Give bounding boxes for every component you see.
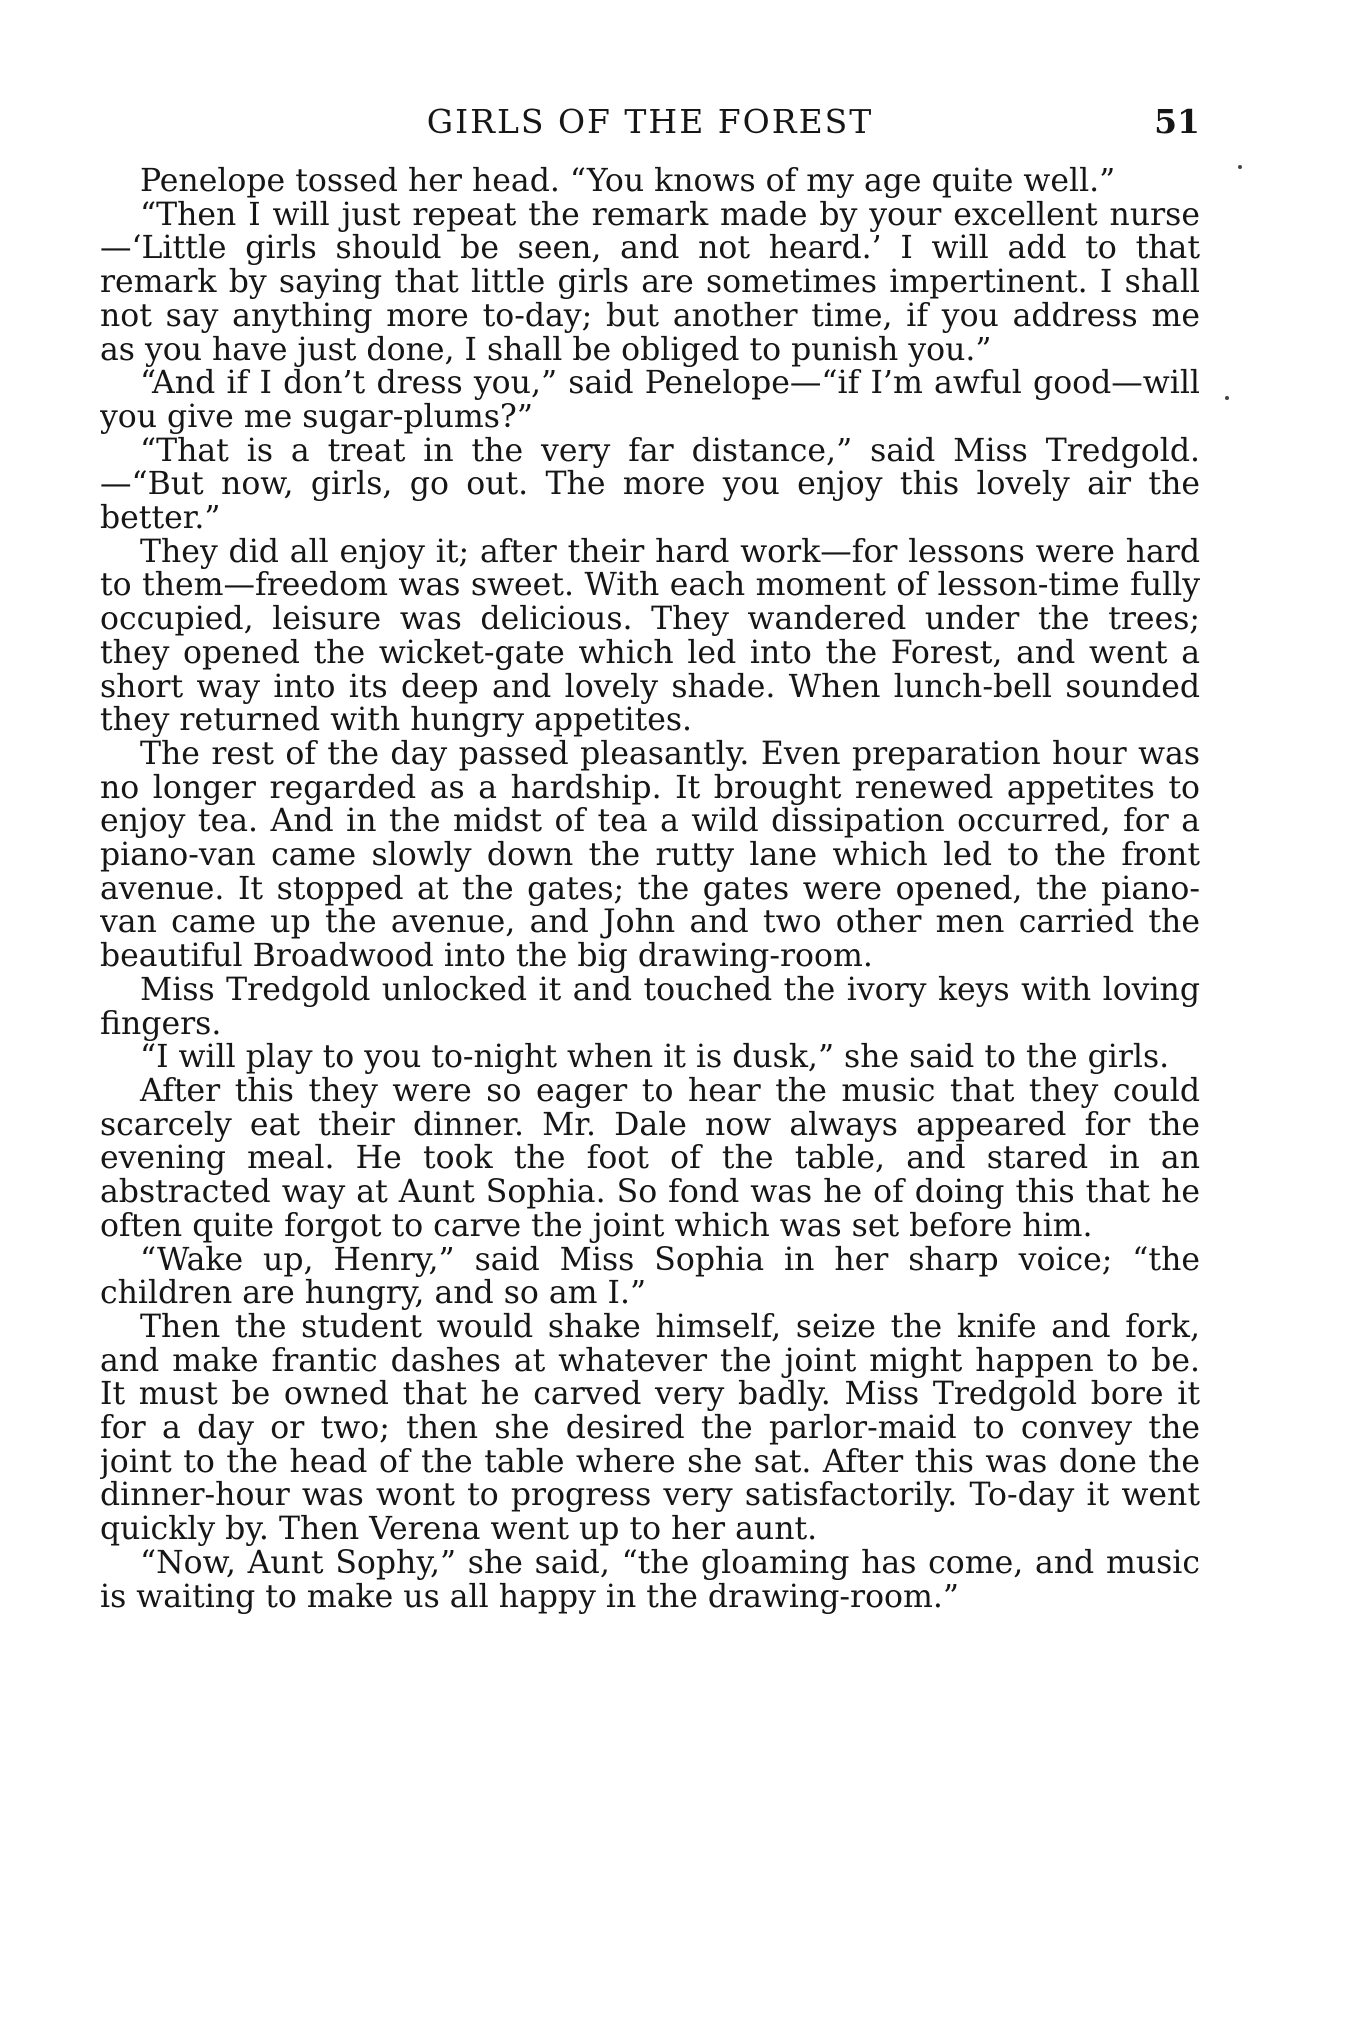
- page-number: 51: [1154, 102, 1200, 141]
- paragraph: Then the student would shake himself, seize the knife and fork, and make frantic dashes at whatever the joint might happen to be. It must be owned that he carved very badly. Miss Tredgold bore it for a day or two; then she desired the parlor-maid to convey the joint to the head of the table where she sat. After this was done the dinner-hour was wont to progress very satisfactorily. To-day it went quickly by. Then Verena went up to her aunt.: [100, 1308, 1200, 1548]
- running-title: GIRLS OF THE FOREST: [426, 102, 874, 141]
- paragraph: “Wake up, Henry,” said Miss Sophia in her sharp voice; “the children are hungry, and so am I.”: [100, 1241, 1200, 1312]
- body-text: [100, 165, 1200, 1985]
- paragraph: Penelope tossed her head. “You knows of my age quite well.”: [140, 165, 1116, 199]
- paragraph: After this they were so eager to hear the music that they could scarcely eat their dinner. Mr. Dale now always appeared for the evening meal. He took the foot of the table, and stared in an abstracted way at Aunt Sophia. So fond was he of doing this that he often quite forgot to carve the joint which was set before him.: [100, 1072, 1200, 1244]
- page-header: [100, 100, 1200, 144]
- paragraph: “Now, Aunt Sophy,” she said, “the gloaming has come, and music is waiting to make us all happy in the drawing-room.”: [100, 1544, 1200, 1615]
- paragraph: The rest of the day passed pleasantly. Even preparation hour was no longer regarded as a hardship. It brought renewed appetites to enjoy tea. And in the midst of tea a wild dissipation occurred, for a piano-van came slowly down the rutty lane which led to the front avenue. It stopped at the gates; the gates were opened, the piano-van came up the avenue, and John and two other men carried the beautiful Broadwood into the big drawing-room.: [100, 735, 1200, 975]
- paragraph: “That is a treat in the very far distance,” said Miss Tredgold.—“But now, girls, go out. The more you enjoy this lovely air the better.”: [100, 432, 1200, 537]
- margin-speck: [1238, 165, 1242, 169]
- margin-speck: [1225, 396, 1229, 400]
- paragraph: Miss Tredgold unlocked it and touched the ivory keys with loving fingers.: [100, 971, 1200, 1042]
- paragraph: “Then I will just repeat the remark made by your excellent nurse—‘Little girls should be seen, and not heard.’ I will add to that remark by saying that little girls are sometimes impertinent. I shall not say anything more to-day; but another time, if you address me as you have just done, I shall be obliged to punish you.”: [100, 196, 1200, 368]
- paragraph: “I will play to you to-night when it is dusk,” she said to the girls.: [140, 1039, 1170, 1076]
- paragraph: “And if I don’t dress you,” said Penelope—“if I’m awful good—will you give me sugar-plums?”: [100, 365, 1200, 435]
- paragraph: They did all enjoy it; after their hard work—for lessons were hard to them—freedom was sweet. With each moment of lesson-time fully occupied, leisure was delicious. They wandered under the trees; they opened the wicket-gate which led into the Forest, and went a short way into its deep and lovely shade. When lunch-bell sounded they returned with hungry appetites.: [100, 533, 1200, 739]
